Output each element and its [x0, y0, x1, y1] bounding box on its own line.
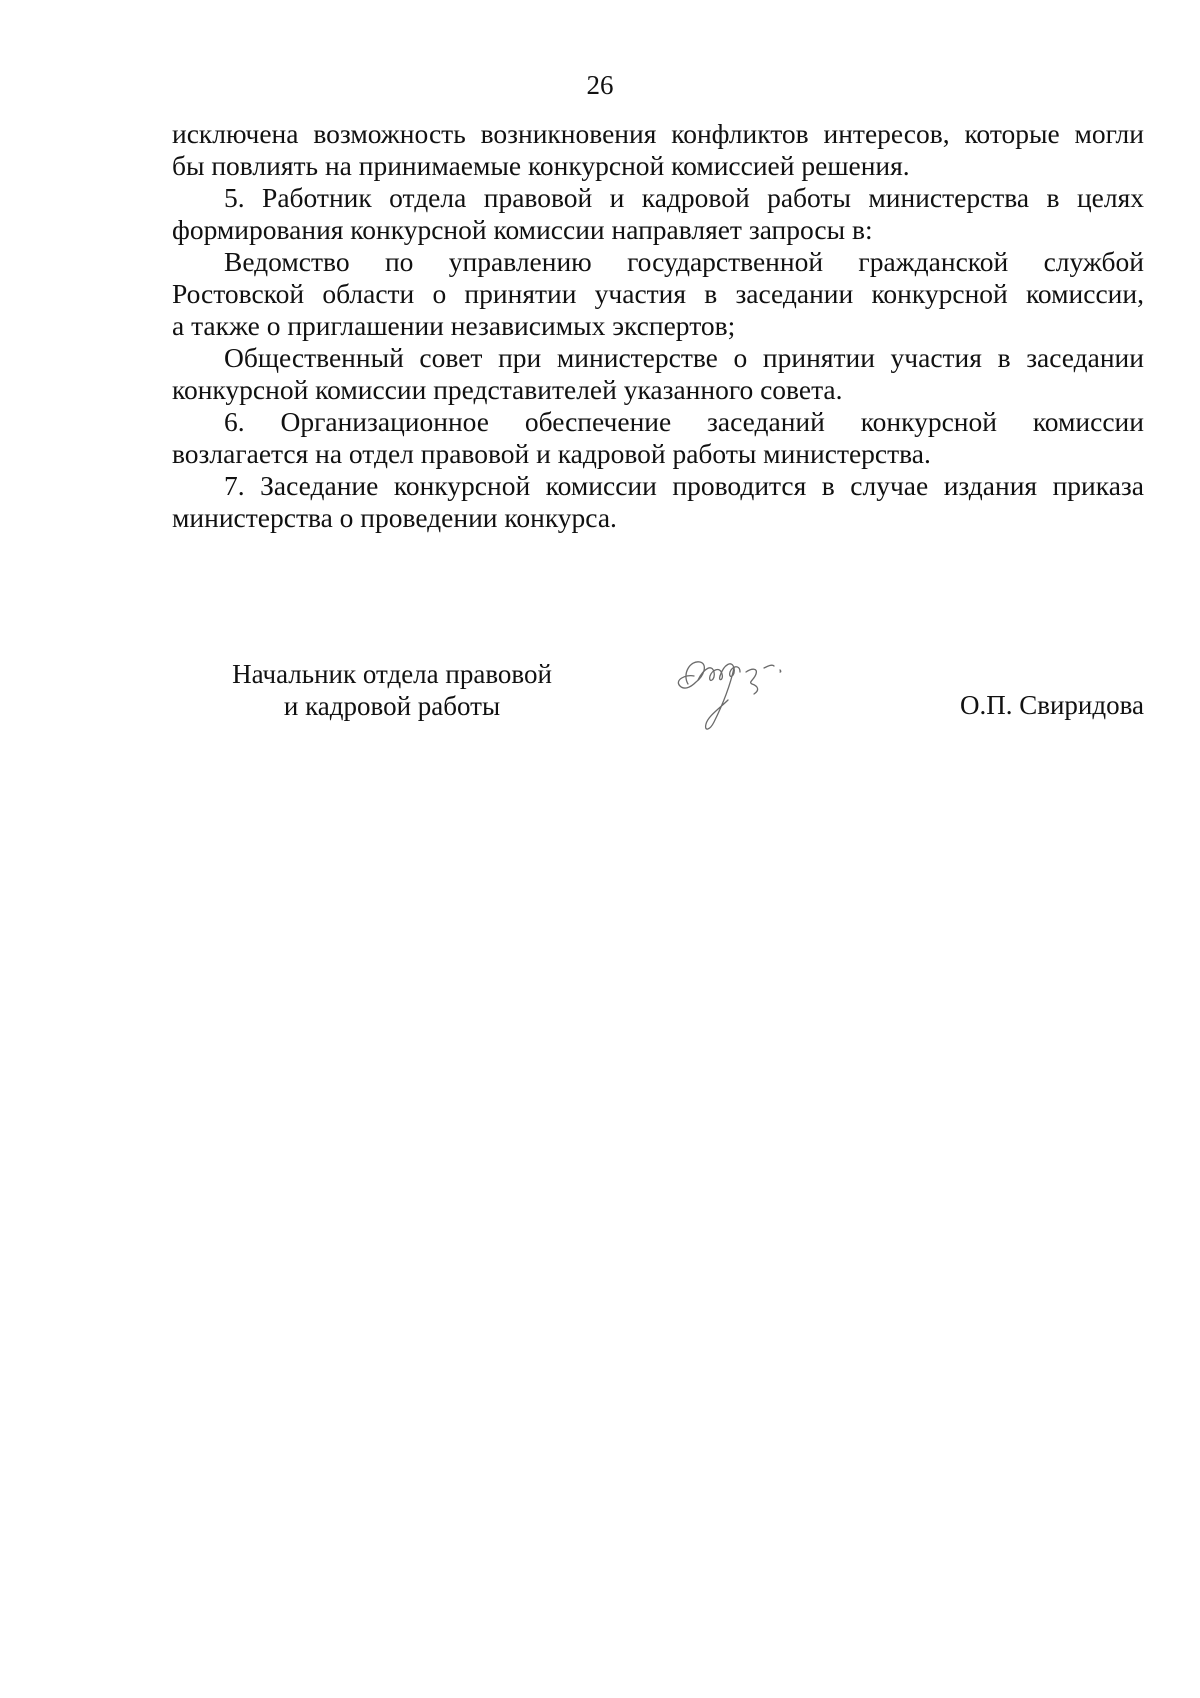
- page-number: 26: [586, 70, 614, 100]
- paragraph-line: Общественный совет при министерстве о принятии участия в заседании: [224, 342, 1144, 373]
- paragraph-line: конкурсной комиссии представителей указанного совета.: [172, 374, 843, 405]
- paragraph-line: 6. Организационное обеспечение заседаний конкурсной комиссии: [224, 406, 1144, 437]
- paragraph-line: бы повлиять на принимаемые конкурсной комиссией решения.: [172, 150, 910, 181]
- signer-name: О.П. Свиридова: [959, 690, 1144, 720]
- signer-title-line-1: Начальник отдела правовой: [232, 659, 552, 689]
- paragraph-line: исключена возможность возникновения конфликтов интересов, которые могли: [172, 118, 1144, 149]
- handwritten-signature-icon: [668, 646, 818, 738]
- paragraph-line: возлагается на отдел правовой и кадровой работы министерства.: [172, 438, 931, 469]
- paragraph-line: Ростовской области о принятии участия в заседании конкурсной комиссии,: [172, 278, 1144, 309]
- paragraph-line: 5. Работник отдела правовой и кадровой работы министерства в целях: [224, 182, 1144, 213]
- paragraph-line: а также о приглашении независимых экспертов;: [172, 310, 736, 341]
- paragraph-line: формирования конкурсной комиссии направляет запросы в:: [172, 214, 873, 245]
- paragraph-line: 7. Заседание конкурсной комиссии проводится в случае издания приказа: [224, 470, 1144, 501]
- signer-title-line-2: и кадровой работы: [283, 691, 501, 721]
- paragraph-line: Ведомство по управлению государственной гражданской службой: [224, 246, 1144, 277]
- paragraph-line: министерства о проведении конкурса.: [172, 502, 617, 533]
